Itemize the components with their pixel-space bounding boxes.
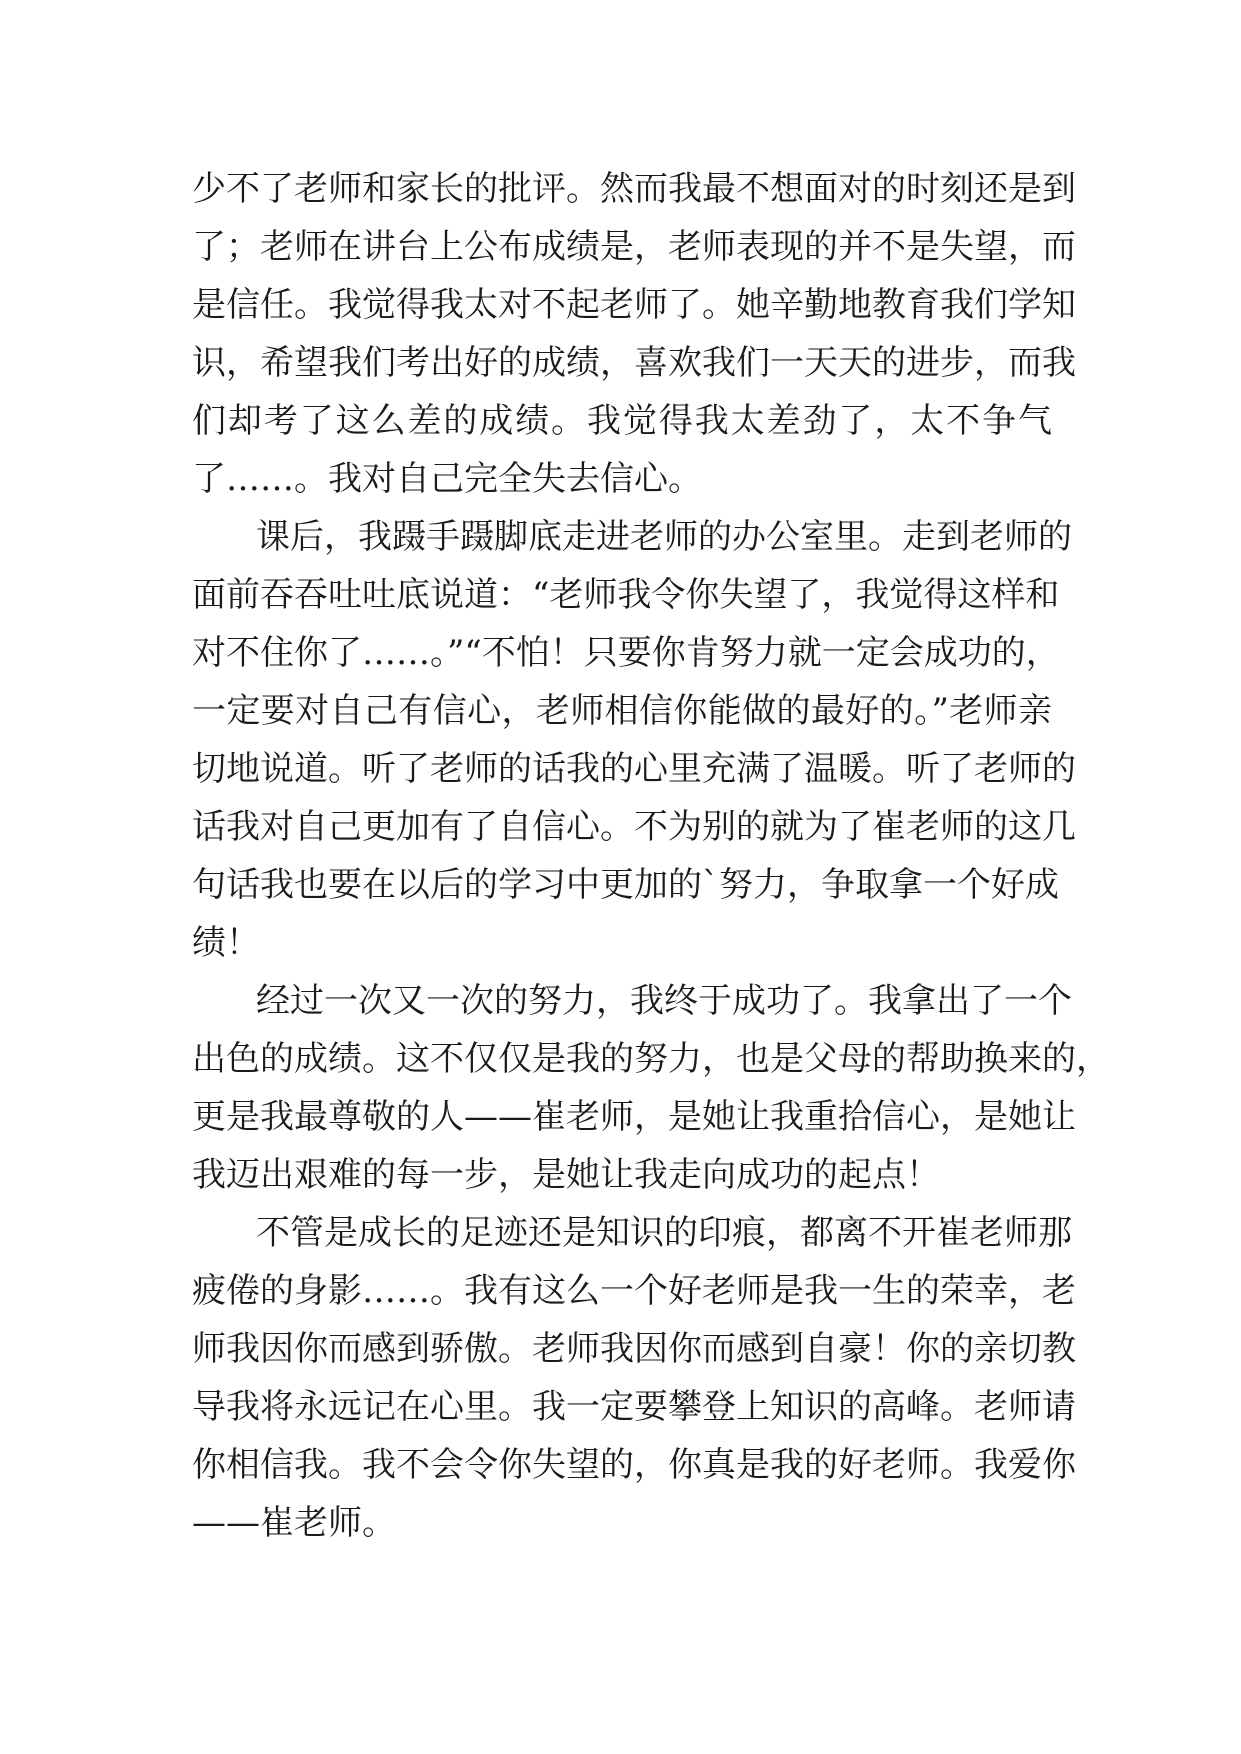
text-line: 少不了老师和家长的批评。然而我最不想面对的时刻还是到 <box>192 169 1076 209</box>
text-line: 我迈出艰难的每一步，是她让我走向成功的起点！ <box>192 1155 940 1195</box>
text-line: 疲倦的身影……。我有这么一个好老师是我一生的荣幸，老 <box>192 1271 1076 1311</box>
text-line: 对不住你了……。”“不怕！只要你肯努力就一定会成功的， <box>192 633 1060 673</box>
text-line: 师我因你而感到骄傲。老师我因你而感到自豪！你的亲切教 <box>192 1329 1076 1369</box>
paragraph-first-line: 不管是成长的足迹还是知识的印痕，都离不开崔老师那 <box>256 1213 1072 1253</box>
text-line: 绩！ <box>192 923 260 963</box>
text-line: 切地说道。听了老师的话我的心里充满了温暖。听了老师的 <box>192 749 1076 789</box>
text-line: 了……。我对自己完全失去信心。 <box>192 459 702 499</box>
text-line: 导我将永远记在心里。我一定要攀登上知识的高峰。老师请 <box>192 1387 1076 1427</box>
paragraph-first-line: 经过一次又一次的努力，我终于成功了。我拿出了一个 <box>256 981 1072 1021</box>
text-line: 识，希望我们考出好的成绩，喜欢我们一天天的进步，而我 <box>192 343 1076 383</box>
text-line: 话我对自己更加有了自信心。不为别的就为了崔老师的这几 <box>192 807 1076 847</box>
text-line: ——崔老师。 <box>192 1503 396 1543</box>
text-line: 句话我也要在以后的学习中更加的`努力，争取拿一个好成 <box>192 865 1059 905</box>
text-line: 你相信我。我不会令你失望的，你真是我的好老师。我爱你 <box>192 1445 1076 1485</box>
text-line: 更是我最尊敬的人——崔老师，是她让我重拾信心，是她让 <box>192 1097 1076 1137</box>
paragraph-first-line: 课后，我蹑手蹑脚底走进老师的办公室里。走到老师的 <box>256 517 1072 557</box>
text-line: 们却考了这么差的成绩。我觉得我太差劲了，太不争气 <box>192 401 1052 441</box>
text-line: 是信任。我觉得我太对不起老师了。她辛勤地教育我们学知 <box>192 285 1076 325</box>
text-line: 一定要对自己有信心，老师相信你能做的最好的。”老师亲 <box>192 691 1052 731</box>
text-line: 了；老师在讲台上公布成绩是，老师表现的并不是失望，而 <box>192 227 1076 267</box>
text-line: 出色的成绩。这不仅仅是我的努力，也是父母的帮助换来的， <box>192 1039 1110 1079</box>
text-line: 面前吞吞吐吐底说道：“老师我令你失望了，我觉得这样和 <box>192 575 1060 615</box>
essay-body <box>192 160 1110 1552</box>
